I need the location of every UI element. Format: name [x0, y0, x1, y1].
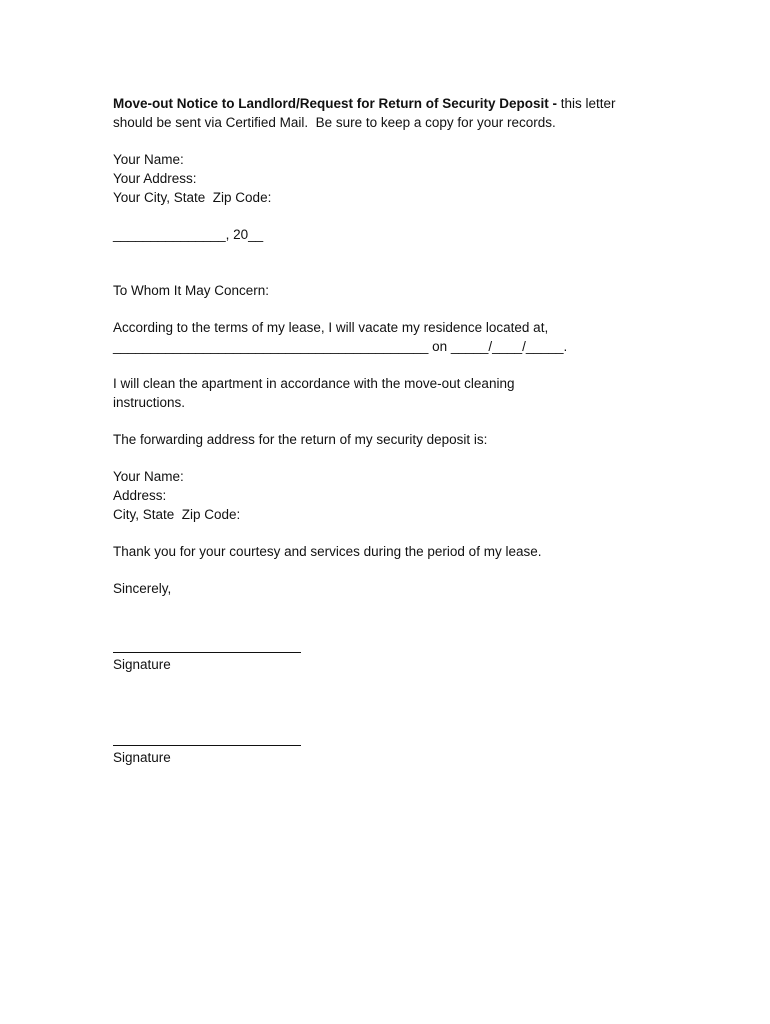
terms-paragraph [113, 318, 653, 356]
salutation [113, 281, 653, 300]
sender-name-label: Your Name: [113, 152, 184, 167]
letter-body [113, 94, 653, 616]
signature-line-2 [113, 745, 301, 746]
forward-address-label: Address: [113, 488, 167, 503]
signature-block-2 [113, 745, 301, 767]
terms-line-1: According to the terms of my lease, I will vacate my residence located at, [113, 320, 549, 335]
closing-paragraph [113, 579, 653, 598]
clean-line-1: I will clean the apartment in accordance with the move-out cleaning [113, 376, 515, 391]
forwarding-text: The forwarding address for the return of my security deposit is: [113, 432, 488, 447]
signature-label-2: Signature [113, 750, 171, 765]
forwarding-paragraph [113, 430, 653, 449]
forward-city-label: City, State Zip Code: [113, 507, 241, 522]
letter-title: Move-out Notice to Landlord/Request for Return of Security Deposit - [113, 96, 558, 111]
terms-line-2: __________________________________________ on _____/____/_____. [113, 339, 568, 354]
salutation-text: To Whom It May Concern: [113, 283, 270, 298]
date-line: _______________, 20__ [113, 227, 264, 242]
forward-name-label: Your Name: [113, 469, 184, 484]
letter-intro [113, 94, 653, 132]
sender-address-label: Your Address: [113, 171, 197, 186]
intro-line-2: should be sent via Certified Mail. Be sure to keep a copy for your records. [113, 115, 556, 130]
sender-block [113, 150, 653, 207]
thanks-text: Thank you for your courtesy and services during the period of my lease. [113, 544, 542, 559]
signature-label-1: Signature [113, 657, 171, 672]
clean-line-2: instructions. [113, 395, 186, 410]
closing-text: Sincerely, [113, 581, 172, 596]
intro-line-1 [113, 94, 653, 113]
clean-paragraph [113, 374, 653, 412]
date-block [113, 225, 653, 244]
signature-block-1 [113, 652, 301, 674]
signature-line-1 [113, 652, 301, 653]
thanks-paragraph [113, 542, 653, 561]
intro-title-rest: this letter [557, 96, 616, 111]
forward-address-block [113, 467, 653, 524]
sender-city-label: Your City, State Zip Code: [113, 190, 272, 205]
